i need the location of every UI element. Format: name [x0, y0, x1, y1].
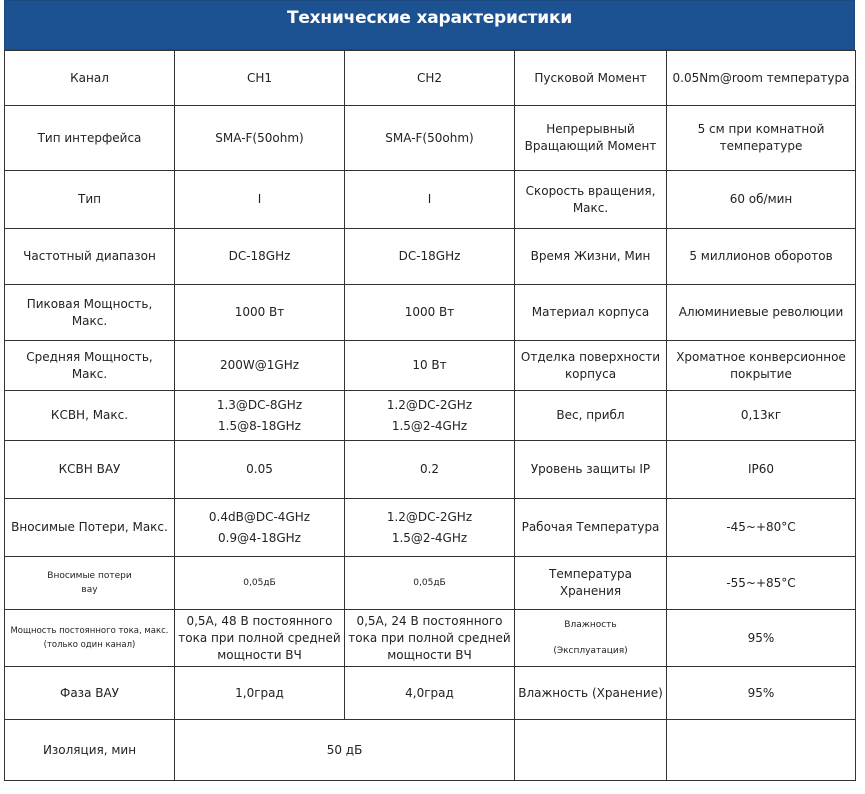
table-row	[5, 667, 856, 720]
cell-line: 1.3@DC-8GHz	[216, 397, 303, 412]
ch2-value: SMA-F(50ohm)	[345, 106, 515, 171]
cell-line: (Эксплуатация)	[553, 646, 628, 656]
cell-line: Хроматное конверсионное	[676, 349, 846, 364]
ch1-value: 0,05дБ	[175, 557, 345, 610]
mech-param-value: 95%	[667, 667, 856, 720]
table-row	[5, 499, 856, 557]
table-row	[5, 106, 856, 171]
cell-line: Мощность постоянного тока, макс.	[10, 626, 169, 636]
cell-line: вау	[81, 585, 98, 595]
table-row	[5, 391, 856, 441]
ch2-value	[345, 391, 515, 441]
param-label: Изоляция, мин	[5, 720, 175, 781]
mech-param-value: 5 миллионов оборотов	[667, 229, 856, 285]
mech-param-label	[515, 720, 667, 781]
cell-line: 0,5A, 24 В постоянного	[356, 613, 503, 628]
line-gap	[518, 632, 663, 644]
table-row	[5, 171, 856, 229]
ch1-value: 200W@1GHz	[175, 341, 345, 391]
mech-param-label: Температура Хранения	[515, 557, 667, 610]
cell-line: Вносимые потери	[47, 571, 132, 581]
mech-param-value: -55~+85°C	[667, 557, 856, 610]
spec-sheet	[4, 0, 855, 781]
ch2-value: 0.2	[345, 441, 515, 499]
param-label: КСВН, Макс.	[5, 391, 175, 441]
table-row	[5, 51, 856, 106]
ch1-value	[175, 499, 345, 557]
ch2-value: 0,05дБ	[345, 557, 515, 610]
mech-param-value: 95%	[667, 610, 856, 667]
ch1-value: 0.05	[175, 441, 345, 499]
param-label: Средняя Мощность, Макс.	[5, 341, 175, 391]
cell-line: тока при полной средней	[178, 630, 341, 645]
table-row	[5, 557, 856, 610]
cell-line: Непрерывный	[546, 122, 635, 136]
param-label: КСВН ВАУ	[5, 441, 175, 499]
param-label: Канал	[5, 51, 175, 106]
cell-line: 0.9@4-18GHz	[218, 530, 301, 545]
mech-param-label: Пусковой Момент	[515, 51, 667, 106]
param-label: Пиковая Мощность, Макс.	[5, 285, 175, 341]
cell-line: 0.4dB@DC-4GHz	[208, 509, 311, 524]
ch2-value: 4,0град	[345, 667, 515, 720]
mech-param-label	[515, 341, 667, 391]
param-label	[5, 557, 175, 610]
param-label	[5, 610, 175, 667]
mech-param-label: Вес, прибл	[515, 391, 667, 441]
cell-line: тока при полной средней	[348, 630, 511, 645]
cell-line: 0,5A, 48 В постоянного	[186, 613, 333, 628]
cell-line: 1.5@2-4GHz	[391, 530, 468, 545]
ch1-value	[175, 391, 345, 441]
cell-line: Скорость вращения,	[525, 183, 656, 198]
cell-line: покрытие	[730, 366, 792, 381]
table-row	[5, 610, 856, 667]
param-label: Вносимые Потери, Макс.	[5, 499, 175, 557]
cell-line: 1.2@DC-2GHz	[386, 397, 473, 412]
cell-line: (только один канал)	[43, 640, 136, 650]
mech-param-label: Время Жизни, Мин	[515, 229, 667, 285]
cell-line: 1.5@8-18GHz	[218, 418, 301, 433]
table-row	[5, 341, 856, 391]
cell-line: Отделка поверхности	[520, 349, 661, 364]
ch1-value: CH1	[175, 51, 345, 106]
mech-param-value: 60 об/мин	[667, 171, 856, 229]
ch2-value: I	[345, 171, 515, 229]
cell-line: температуре	[719, 139, 803, 153]
cell-line: 1.2@DC-2GHz	[386, 509, 473, 524]
mech-param-value	[667, 720, 856, 781]
mech-param-value: Алюминиевые революции	[667, 285, 856, 341]
cell-line: корпуса	[564, 366, 617, 381]
param-label: Частотный диапазон	[5, 229, 175, 285]
table-title: Технические характеристики	[4, 0, 855, 50]
mech-param-value: -45~+80°C	[667, 499, 856, 557]
mech-param-value	[667, 341, 856, 391]
ch1-value: DC-18GHz	[175, 229, 345, 285]
cell-line: мощности ВЧ	[217, 647, 302, 662]
mech-param-value: 0,13кг	[667, 391, 856, 441]
mech-param-value	[667, 106, 856, 171]
ch2-value: 1000 Вт	[345, 285, 515, 341]
mech-param-value: 0.05Nm@room температура	[667, 51, 856, 106]
cell-line: Макс.	[572, 200, 609, 215]
cell-line: 1.5@2-4GHz	[391, 418, 468, 433]
ch1-value: 1,0град	[175, 667, 345, 720]
ch2-value: CH2	[345, 51, 515, 106]
table-row	[5, 441, 856, 499]
mech-param-label	[515, 106, 667, 171]
table-row	[5, 720, 856, 781]
ch1-value: I	[175, 171, 345, 229]
cell-line: Вращающий Момент	[524, 139, 657, 153]
mech-param-value: IP60	[667, 441, 856, 499]
cell-line: 5 см при комнатной	[697, 122, 825, 136]
table-row	[5, 229, 856, 285]
spec-table	[4, 50, 856, 781]
mech-param-label: Рабочая Температура	[515, 499, 667, 557]
ch2-value: 10 Вт	[345, 341, 515, 391]
mech-param-label	[515, 610, 667, 667]
mech-param-label: Влажность (Хранение)	[515, 667, 667, 720]
merged-channel-value: 50 дБ	[175, 720, 515, 781]
ch2-value	[345, 610, 515, 667]
ch1-value: SMA-F(50ohm)	[175, 106, 345, 171]
ch2-value	[345, 499, 515, 557]
param-label: Фаза ВАУ	[5, 667, 175, 720]
ch2-value: DC-18GHz	[345, 229, 515, 285]
cell-line: мощности ВЧ	[387, 647, 472, 662]
table-row	[5, 285, 856, 341]
mech-param-label: Уровень защиты IP	[515, 441, 667, 499]
ch1-value	[175, 610, 345, 667]
ch1-value: 1000 Вт	[175, 285, 345, 341]
cell-line: Влажность	[564, 620, 617, 630]
param-label: Тип интерфейса	[5, 106, 175, 171]
mech-param-label: Материал корпуса	[515, 285, 667, 341]
param-label: Тип	[5, 171, 175, 229]
mech-param-label	[515, 171, 667, 229]
